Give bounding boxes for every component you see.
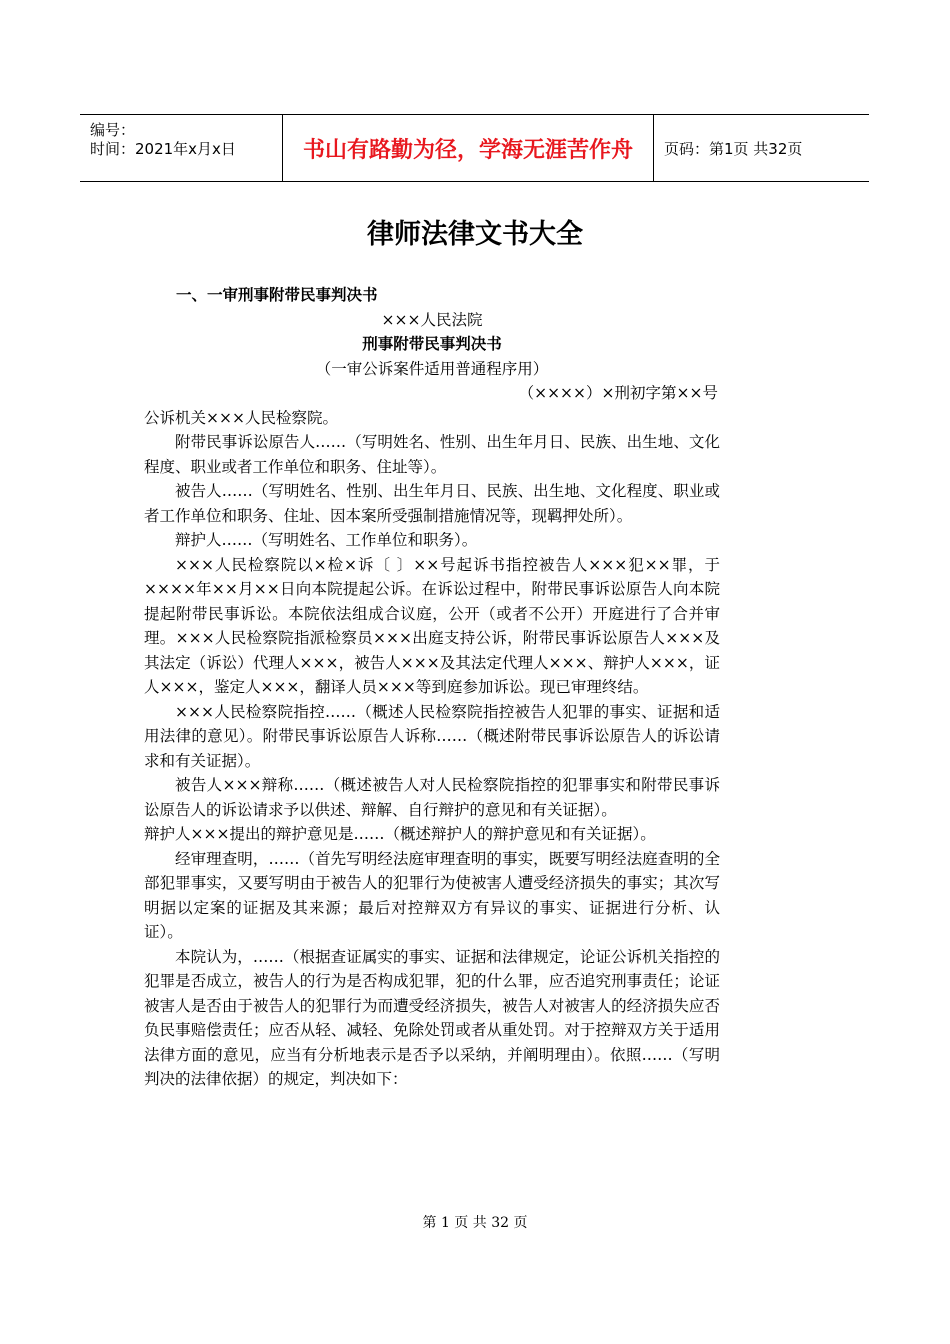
motto: 书山有路勤为径，学海无涯苦作舟 [282,115,654,181]
page-info: 页码：第1页 共32页 [664,139,803,158]
paragraph: 公诉机关×××人民检察院。 [144,408,338,427]
number-label: 编号： [90,121,136,139]
document-body [144,283,720,1092]
section-heading: 一、一审刑事附带民事判决书 [176,286,378,304]
page-footer: 第 1 页 共 32 页 [422,1215,528,1231]
paragraph: 辩护人……（写明姓名、工作单位和职务）。 [175,531,478,549]
paragraph: ×××人民检察院指控……（概述人民检察院指控被告人犯罪的事实、证据和适用法律的意见）。附带民事诉讼原告人诉称……（概述附带民事诉讼原告人的诉讼请求和有关证据）。 [144,702,720,770]
court-name: ×××人民法院 [381,310,483,329]
time-label: 时间：2021年x月x日 [90,140,236,158]
applicability-note: （一审公诉案件适用普通程序用） [315,359,549,378]
paragraph: ×××人民检察院以×检×诉〔 〕××号起诉书指控被告人×××犯××罪，于××××年××月××日向本院提起公诉。在诉讼过程中，附带民事诉讼原告人向本院提起附带民事诉讼。本院依法组成合议庭，公开（或者不公开）开庭进行了合并审理。×××人民检察院指派检察员×××出庭支持公诉，附带民事诉讼原告人×××及其法定（诉讼）代理人×××，被告人×××及其法定代理人×××、辩护人×××，证人×××，鉴定人×××，翻译人员×××等到庭参加诉讼。现已审理终结。 [144,555,720,696]
case-number: （××××）×刑初字第××号 [518,384,718,402]
header-meta [80,115,282,181]
paragraph: 本院认为，……（根据查证属实的事实、证据和法律规定，论证公诉机关指控的犯罪是否成立，被告人的行为是否构成犯罪，犯的什么罪，应否追究刑事责任；论证被害人是否由于被告人的犯罪行为而遭受经济损失，被告人对被害人的经济损失应否负民事赔偿责任；应否从轻、减轻、免除处罚或者从重处罚。对于控辩双方关于适用法律方面的意见，应当有分析地表示是否予以采纳，并阐明理由）。依照……（写明判决的法律依据）的规定，判决如下： [144,947,720,1088]
document-title: 律师法律文书大全 [367,219,583,250]
paragraph: 被告人……（写明姓名、性别、出生年月日、民族、出生地、文化程度、职业或者工作单位和职务、住址、因本案所受强制措施情况等，现羁押处所）。 [144,482,720,525]
judgment-title: 刑事附带民事判决书 [362,335,502,353]
paragraph: 经审理查明，……（首先写明经法庭审理查明的事实，既要写明经法庭查明的全部犯罪事实，又要写明由于被告人的犯罪行为使被害人遭受经济损失的事实；其次写明据以定案的证据及其来源；最后对控辩双方有异议的事实、证据进行分析、认证）。 [144,849,720,941]
paragraph: 辩护人×××提出的辩护意见是……（概述辩护人的辩护意见和有关证据）。 [144,825,656,843]
document-header [80,114,869,182]
paragraph: 附带民事诉讼原告人……（写明姓名、性别、出生年月日、民族、出生地、文化程度、职业或者工作单位和职务、住址等）。 [144,433,720,476]
paragraph: 被告人×××辩称……（概述被告人对人民检察院指控的犯罪事实和附带民事诉讼原告人的诉讼请求予以供述、辩解、自行辩护的意见和有关证据）。 [144,776,720,819]
